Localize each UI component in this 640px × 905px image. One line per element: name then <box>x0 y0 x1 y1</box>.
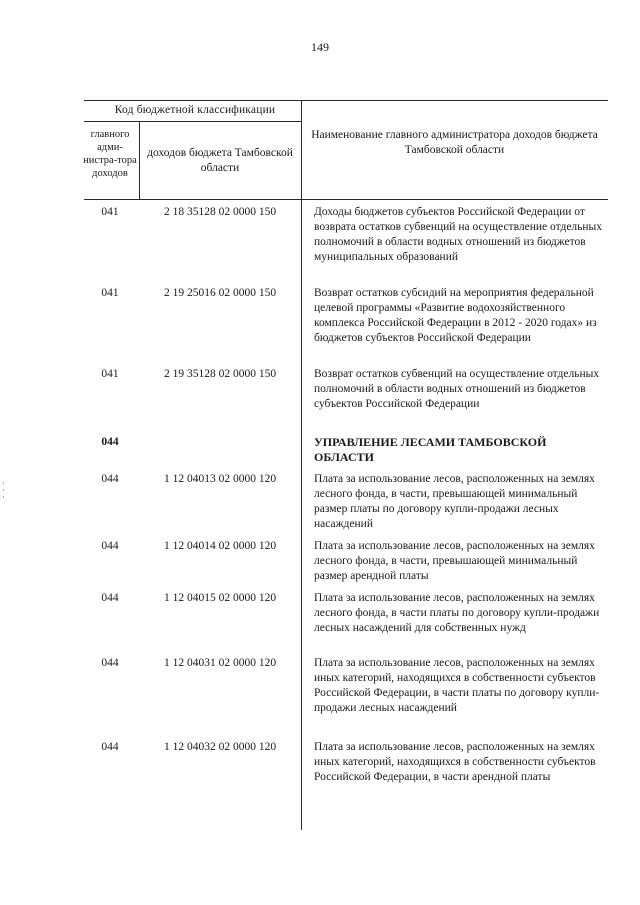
row-name: Плата за использование лесов, расположенных на землях иных категорий, находящихся в собственности субъектов Российской Федерации, в части платы по договору купли-продажи лесных насаждений <box>314 657 600 714</box>
row-name: Плата за использование лесов, расположенных на землях лесного фонда, в части, превышающей минимальный размер арендной платы <box>314 540 595 582</box>
row-name: Возврат остатков субсидий на мероприятия федеральной целевой программы «Развитие водохозяйственного комплекса Российской Федерации в 2012 - 2020 годах» из бюджетов субъектов Российской Федерации <box>314 287 597 344</box>
row-income-code: 2 19 35128 02 0000 150 <box>163 368 277 380</box>
row-name: Возврат остатков субвенций на осуществление отдельных полномочий в области водных отношений из бюджетов субъектов Российской Федерации <box>314 368 600 410</box>
row-income-code: 1 12 04015 02 0000 120 <box>163 592 277 604</box>
row-admin-code: 044 <box>101 741 119 753</box>
header-bottom-rule <box>84 199 608 200</box>
row-admin-code: 044 <box>101 657 119 669</box>
col-divider-name <box>301 100 302 830</box>
row-admin-code: 041 <box>101 368 119 380</box>
section-title: УПРАВЛЕНИЕ ЛЕСАМИ ТАМБОВСКОЙ ОБЛАСТИ <box>314 435 547 464</box>
row-admin-code: 044 <box>101 436 119 448</box>
row-admin-code: 041 <box>101 206 119 218</box>
header-name-column: Наименование главного администратора доходов бюджета Тамбовской области <box>311 129 598 156</box>
row-admin-code: 044 <box>101 540 119 552</box>
margin-mark: · · · <box>2 478 5 502</box>
row-name: Плата за использование лесов, расположенных на землях лесного фонда, в части платы по договору купли-продажи лесных насаждений для собственных нужд <box>314 592 600 634</box>
row-income-code: 2 18 35128 02 0000 150 <box>163 206 277 218</box>
row-admin-code: 044 <box>101 592 119 604</box>
row-income-code: 1 12 04032 02 0000 120 <box>163 741 277 753</box>
header-admin-column: главного адми-нистра-тора доходов <box>83 129 137 179</box>
row-income-code: 1 12 04013 02 0000 120 <box>163 473 277 485</box>
header-code-group: Код бюджетной классификации <box>114 104 276 116</box>
row-name: Доходы бюджетов субъектов Российской Федерации от возврата остатков субвенций на осуществление отдельных полномочий в области водных отношений из бюджетов муниципальных образований <box>314 206 603 263</box>
code-group-rule <box>84 121 302 122</box>
header-income-column: доходов бюджета Тамбовской области <box>147 147 293 174</box>
row-admin-code: 044 <box>101 473 119 485</box>
row-name: Плата за использование лесов, расположенных на землях иных категорий, находящихся в собственности субъектов Российской Федерации, в части арендной платы <box>314 741 596 783</box>
row-income-code: 2 19 25016 02 0000 150 <box>163 287 277 299</box>
table-top-rule <box>84 100 608 101</box>
row-income-code: 1 12 04014 02 0000 120 <box>163 540 277 552</box>
row-admin-code: 041 <box>101 287 119 299</box>
row-income-code: 1 12 04031 02 0000 120 <box>163 657 277 669</box>
row-name: Плата за использование лесов, расположенных на землях лесного фонда, в части, превышающей минимальный размер платы по договору купли-продажи лесных насаждений <box>314 473 595 530</box>
page-number: 149 <box>311 40 329 54</box>
